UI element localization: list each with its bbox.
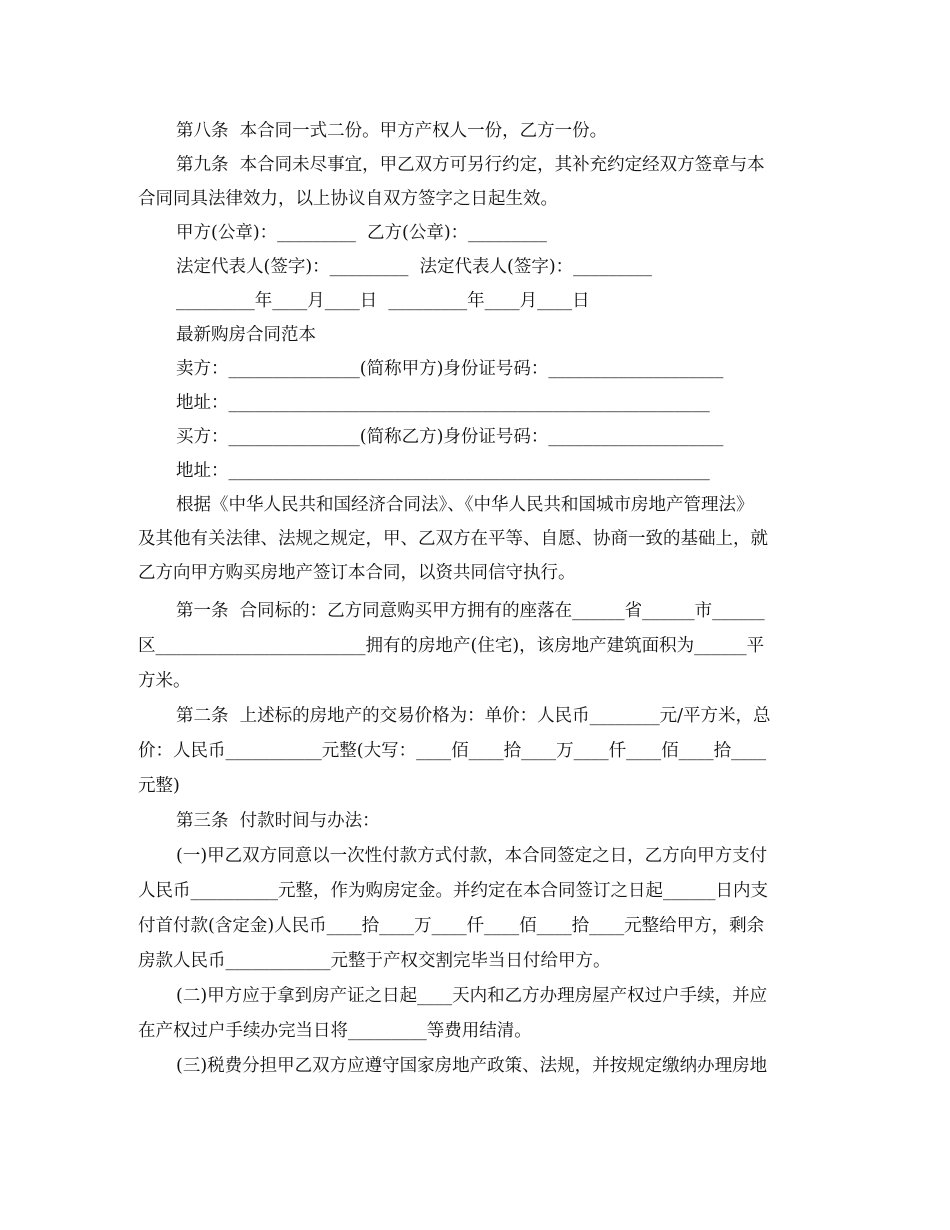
buyer-address-line: 地址：_______________________________________________________ — [176, 461, 710, 481]
seller-line: 卖方：_______________(简称甲方)身份证号码：____________________ — [176, 359, 724, 379]
preamble-line-2: 及其他有关法律、法规之规定，甲、乙双方在平等、自愿、协商一致的基础上，就 — [138, 529, 768, 549]
preamble-line-3: 乙方向甲方购买房地产签订本合同，以资共同信守执行。 — [138, 563, 576, 583]
article-1-line-1: 第一条 合同标的：乙方同意购买甲方拥有的座落在______省______市______ — [176, 601, 765, 621]
clause-9-line-2: 合同同具法律效力，以上协议自双方签字之日起生效。 — [138, 189, 558, 209]
article-3-item-1-line-3: 付首付款(含定金)人民币____拾____万____仟____佰____拾____元整给甲方，剩余 — [138, 916, 765, 936]
article-3-item-3-line-1: (三)税费分担甲乙双方应遵守国家房地产政策、法规，并按规定缴纳办理房地 — [176, 1056, 768, 1076]
article-2-line-2: 价：人民币___________元整(大写：____佰____拾____万____仟____佰____拾____ — [138, 741, 767, 761]
preamble-line-1: 根据《中华人民共和国经济合同法》、《中华人民共和国城市房地产管理法》 — [176, 495, 754, 515]
article-3-item-1-line-1: (一)甲乙双方同意以一次性付款方式付款，本合同签定之日，乙方向甲方支付 — [176, 846, 768, 866]
signing-date-line: _________年____月____日 _________年____月____日 — [176, 291, 590, 311]
article-1-line-3: 方米。 — [138, 671, 191, 691]
article-3-item-1-line-2: 人民币__________元整，作为购房定金。并约定在本合同签订之日起______日内支 — [138, 881, 768, 901]
article-1-line-2: 区________________________拥有的房地产(住宅)，该房地产建筑面积为______平 — [138, 636, 765, 656]
article-3-item-1-line-4: 房款人民币____________元整于产权交割完毕当日付给甲方。 — [138, 951, 611, 971]
legal-rep-signature-line: 法定代表人(签字)：_________ 法定代表人(签字)：_________ — [176, 257, 652, 277]
article-2-line-1: 第二条 上述标的房地产的交易价格为：单价：人民币________元/平方米，总 — [176, 706, 771, 726]
clause-8-line: 第八条 本合同一式二份。甲方产权人一份，乙方一份。 — [176, 121, 608, 141]
article-3-heading: 第三条 付款时间与办法： — [176, 811, 380, 831]
section-title: 最新购房合同范本 — [176, 325, 316, 345]
clause-9-line-1: 第九条 本合同未尽事宜，甲乙双方可另行约定，其补充约定经双方签章与本 — [176, 155, 765, 175]
article-2-line-3: 元整) — [138, 776, 180, 796]
article-3-item-2-line-1: (二)甲方应于拿到房产证之日起____天内和乙方办理房屋产权过户手续，并应 — [176, 986, 768, 1006]
seller-address-line: 地址：_______________________________________________________ — [176, 393, 710, 413]
party-seal-line: 甲方(公章)：_________ 乙方(公章)：_________ — [176, 223, 547, 243]
article-3-item-2-line-2: 在产权过户手续办完当日将_________等费用结清。 — [138, 1021, 532, 1041]
buyer-line: 买方：_______________(简称乙方)身份证号码：____________________ — [176, 427, 724, 447]
